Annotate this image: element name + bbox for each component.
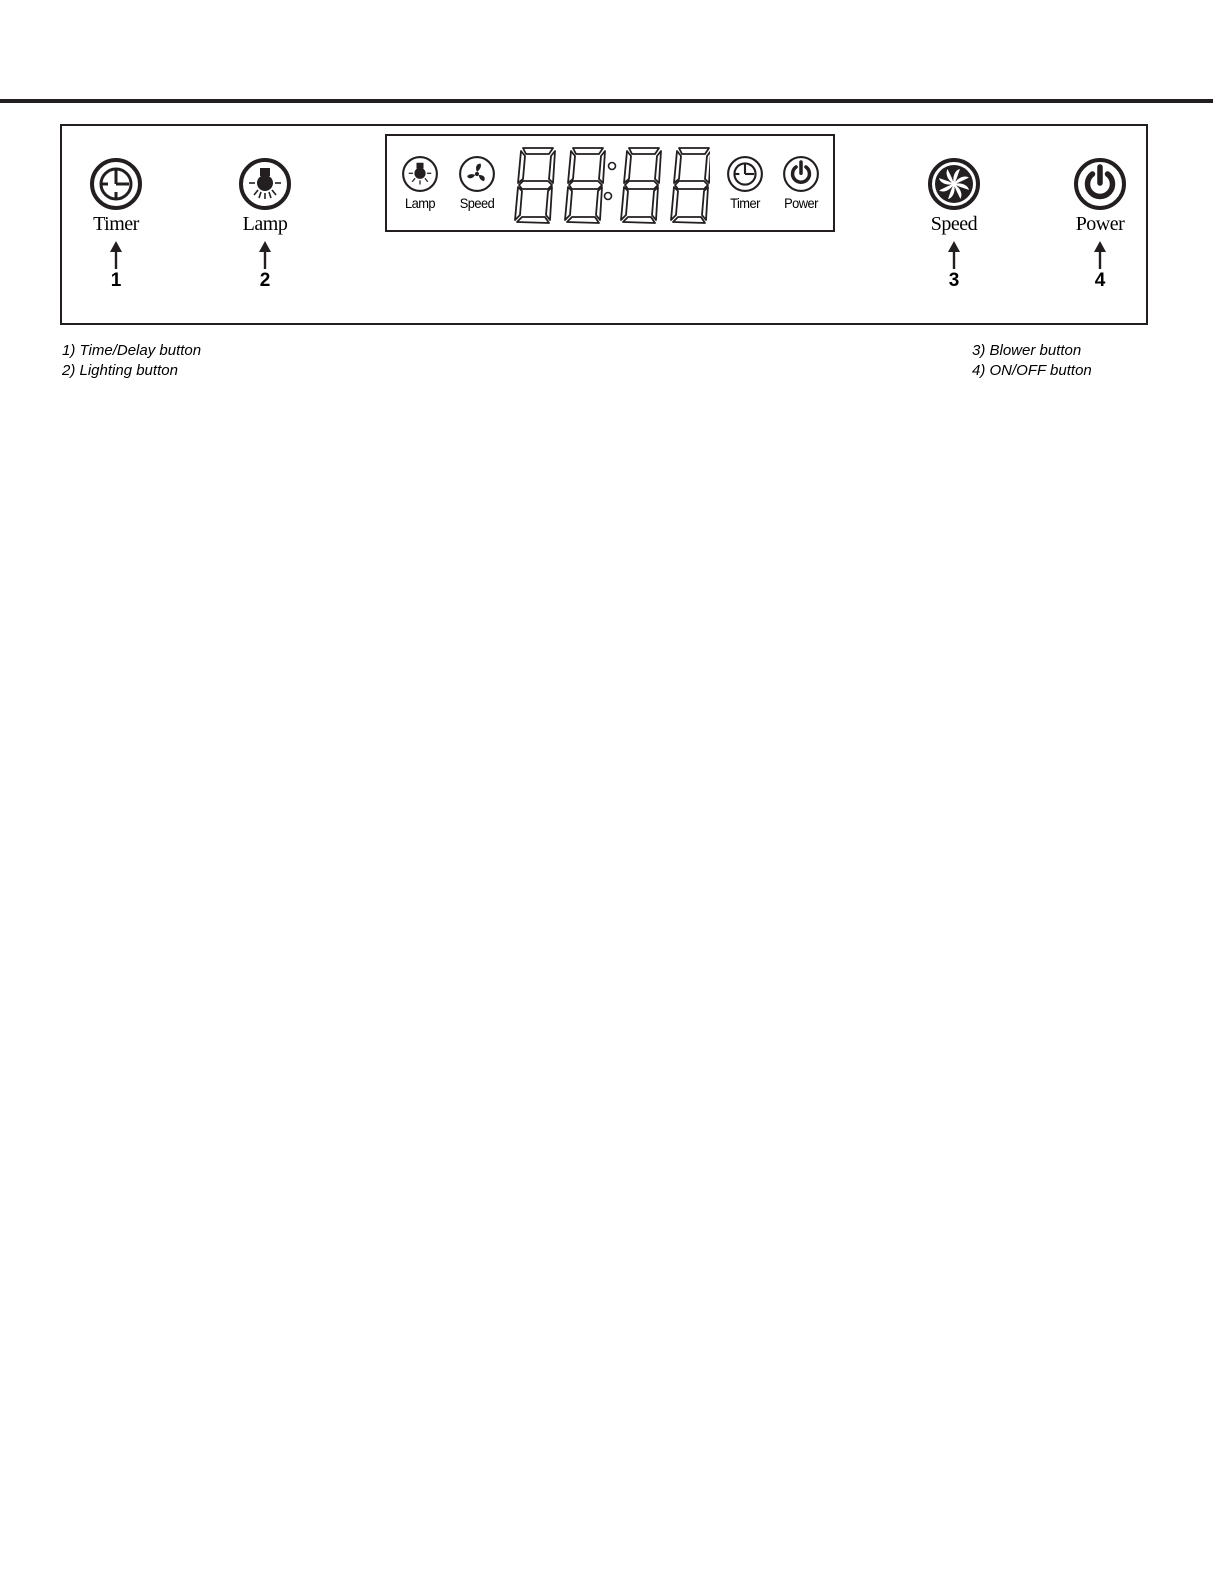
power-button[interactable] — [1050, 157, 1150, 291]
display-lamp-indicator — [390, 155, 450, 211]
speed-label: Speed — [930, 213, 978, 235]
arrow-up-icon — [947, 241, 961, 269]
display-lamp-label: Lamp — [404, 195, 436, 211]
arrow-up-icon — [258, 241, 272, 269]
lamp-button[interactable] — [215, 157, 315, 291]
fan-icon — [458, 155, 496, 193]
display-speed-label: Speed — [459, 195, 495, 211]
callout-number: 2 — [259, 270, 271, 291]
timer-icon — [726, 155, 764, 193]
power-icon — [782, 155, 820, 193]
timer-label: Timer — [93, 213, 139, 235]
legend-left — [62, 341, 201, 381]
fan-icon — [927, 157, 981, 211]
header-rule — [0, 99, 1213, 103]
lamp-icon — [238, 157, 292, 211]
legend-item: 2) Lighting button — [62, 362, 178, 379]
callout-number: 4 — [1094, 270, 1106, 291]
legend-item: 3) Blower button — [972, 342, 1082, 359]
legend-right — [972, 341, 1092, 381]
arrow-up-icon — [1093, 241, 1107, 269]
lamp-label: Lamp — [242, 213, 288, 235]
timer-icon — [89, 157, 143, 211]
lamp-icon — [401, 155, 439, 193]
power-label: Power — [1075, 213, 1125, 235]
display-timer-indicator — [715, 155, 775, 211]
timer-button[interactable] — [66, 157, 166, 291]
legend-item: 4) ON/OFF button — [972, 362, 1092, 379]
seven-segment-digits — [510, 144, 710, 224]
power-icon — [1073, 157, 1127, 211]
legend-item: 1) Time/Delay button — [62, 342, 202, 359]
display-speed-indicator — [447, 155, 507, 211]
speed-button[interactable] — [904, 157, 1004, 291]
display-power-label: Power — [784, 195, 818, 211]
display-power-indicator — [771, 155, 831, 211]
arrow-up-icon — [109, 241, 123, 269]
callout-number: 3 — [948, 270, 960, 291]
display-timer-label: Timer — [730, 195, 760, 211]
callout-number: 1 — [110, 270, 122, 291]
